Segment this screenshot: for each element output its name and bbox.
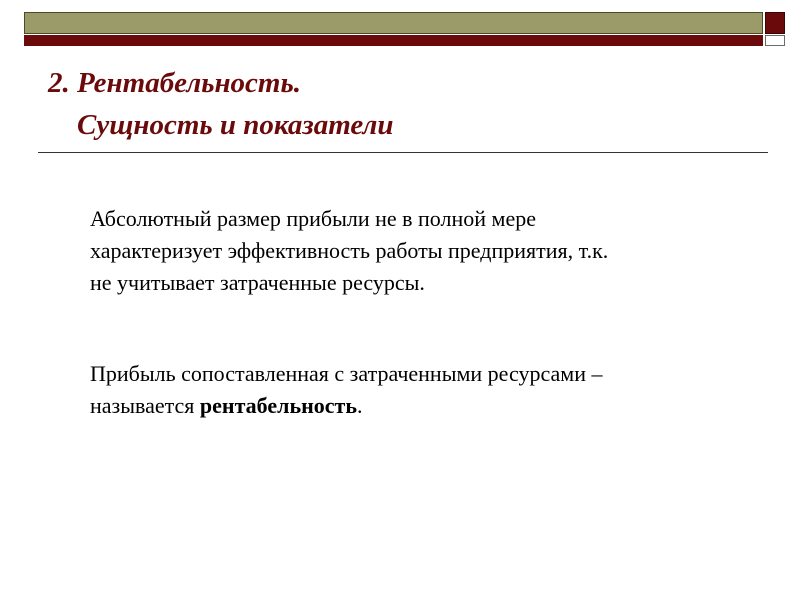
paragraph-absolute-profit: [90, 203, 750, 299]
paragraph-line: характеризует эффективность работы предприятия, т.к.: [90, 238, 609, 263]
header-corner-square-bottom: [765, 35, 785, 46]
header-olive-bar: [24, 12, 763, 34]
paragraph-line: Прибыль сопоставленная с затраченными ресурсами –: [90, 361, 603, 386]
slide-title-line-2: Сущность и показатели: [77, 109, 394, 141]
slide-title-line-1: 2. Рентабельность.: [48, 67, 301, 99]
paragraph-profitability-definition: [90, 358, 750, 422]
definition-prefix: называется: [90, 393, 200, 418]
header-red-bar: [24, 35, 763, 46]
slide-title: [48, 62, 394, 146]
paragraph-line-with-term: [90, 390, 750, 422]
paragraph-line: не учитывает затраченные ресурсы.: [90, 270, 425, 295]
key-term: рентабельность: [199, 393, 357, 418]
paragraph-line: Абсолютный размер прибыли не в полной мере: [90, 206, 536, 231]
header-corner-square-top: [765, 12, 785, 34]
definition-suffix: .: [357, 393, 363, 418]
title-divider: [38, 152, 768, 153]
